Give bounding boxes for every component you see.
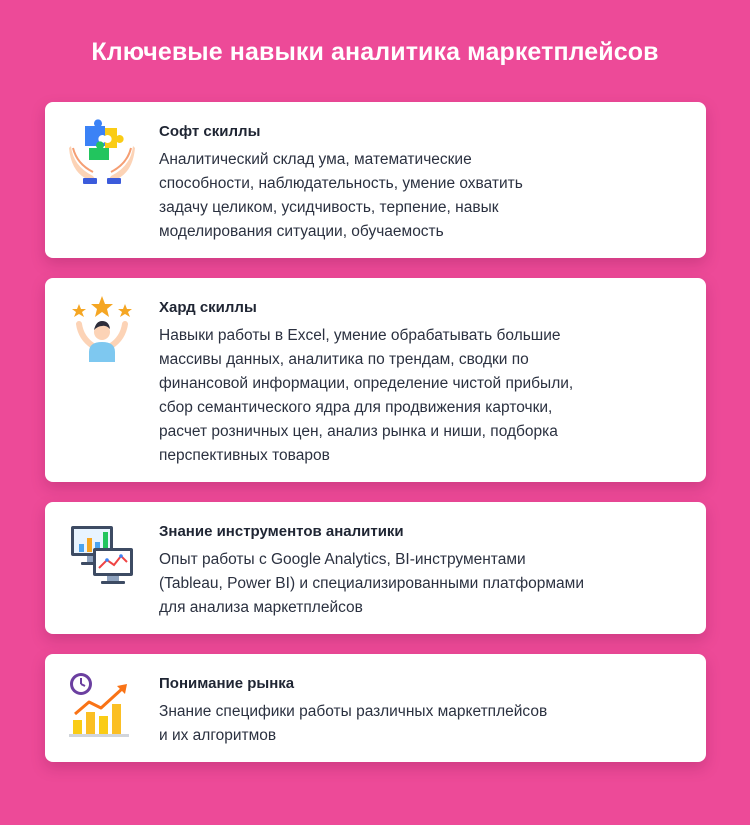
card-title: Знание инструментов аналитики xyxy=(159,523,404,540)
text-line: Знание специфики работы различных маркетплейсов xyxy=(159,703,548,720)
card-text xyxy=(159,700,676,748)
text-line: Опыт работы с Google Analytics, BI-инструментами xyxy=(159,551,526,568)
card-text xyxy=(159,548,676,620)
card-title: Понимание рынка xyxy=(159,675,295,692)
card-text xyxy=(159,148,676,244)
text-line: задачу целиком, усидчивость, терпение, навык xyxy=(159,199,499,216)
text-line: (Tableau, Power BI) и специализированными платформами xyxy=(159,575,584,592)
card-title: Хард скиллы xyxy=(159,299,257,316)
text-line: моделирования ситуации, обучаемость xyxy=(159,223,444,240)
text-line: Навыки работы в Excel, умение обрабатывать большие xyxy=(159,327,561,344)
text-line: перспективных товаров xyxy=(159,447,330,464)
text-line: для анализа маркетплейсов xyxy=(159,599,363,616)
person-stars-icon xyxy=(67,294,137,364)
card-analytics-tools xyxy=(45,502,706,634)
puzzle-hands-icon xyxy=(67,118,137,188)
card-hard-skills xyxy=(45,278,706,482)
growth-chart-icon xyxy=(67,670,137,740)
page-title: Ключевые навыки аналитика маркетплейсов xyxy=(91,38,659,66)
card-soft-skills xyxy=(45,102,706,258)
text-line: финансовой информации, определение чистой прибыли, xyxy=(159,375,574,392)
analytics-monitors-icon xyxy=(67,518,137,588)
text-line: и их алгоритмов xyxy=(159,727,277,744)
card-market-understanding xyxy=(45,654,706,762)
text-line: расчет розничных цен, анализ рынка и ниши, подборка xyxy=(159,423,558,440)
card-text xyxy=(159,324,676,468)
text-line: сбор семантического ядра для продвижения карточки, xyxy=(159,399,553,416)
text-line: способности, наблюдательность, умение охватить xyxy=(159,175,523,192)
text-line: Аналитический склад ума, математические xyxy=(159,151,472,168)
text-line: массивы данных, аналитика по трендам, сводки по xyxy=(159,351,529,368)
card-title: Софт скиллы xyxy=(159,123,261,140)
